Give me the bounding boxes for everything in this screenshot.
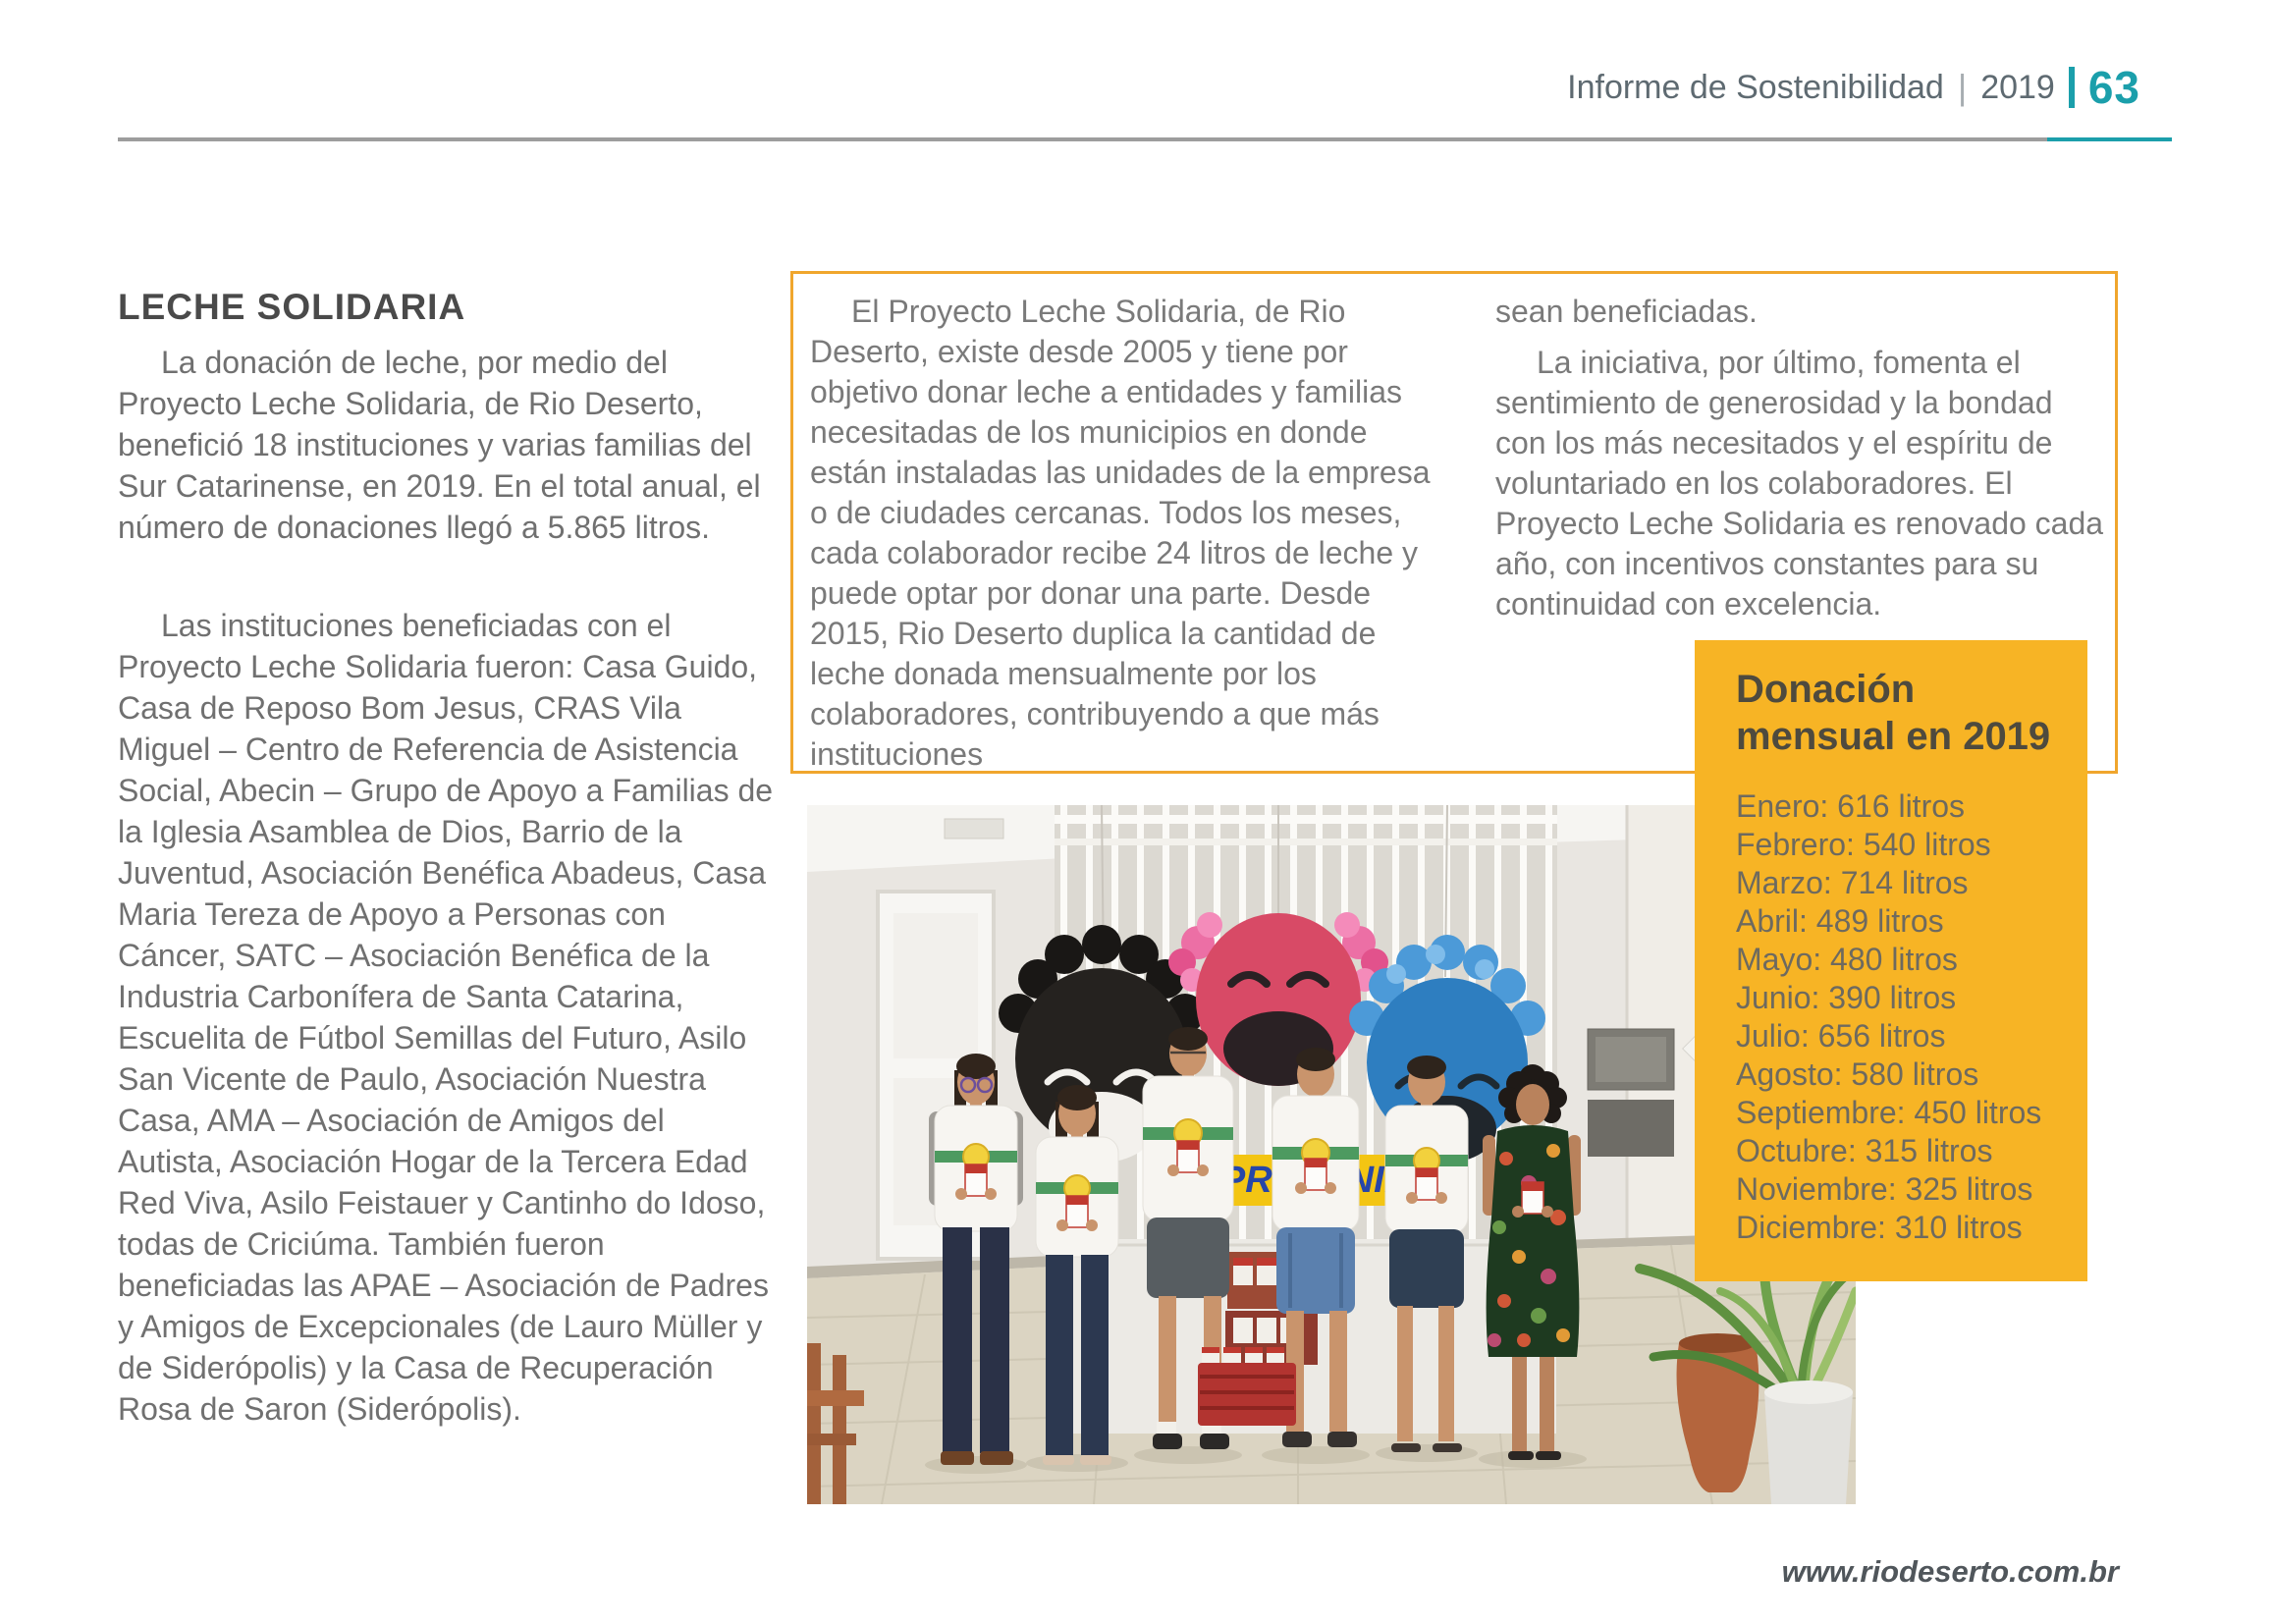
donation-box xyxy=(1695,640,2087,1281)
highlight-column-1: El Proyecto Leche Solidaria, de Rio Deserto, existe desde 2005 y tiene por objetivo donar leche a entidades y familias necesitadas de los municipios en donde están instaladas las unidades de la empresa o de ciudades cercanas. Todos los meses, cada colaborador recibe 24 litros de leche y puede optar por donar una parte. Desde 2015, Rio Deserto duplica la cantidad de leche donada mensualmente por los colaboradores, contribuyendo a que más instituciones xyxy=(810,294,1431,772)
highlight-column-2-paragraph-2: La iniciativa, por último, fomenta el sentimiento de generosidad y la bondad con los más necesitados y el espíritu de voluntariado en los colaboradores. El Proyecto Leche Solidaria es renovado cada año, con incentivos constantes para su continuidad con excelencia. xyxy=(1495,345,2104,622)
report-title: Informe de Sostenibilidad xyxy=(1567,68,1944,106)
report-year: 2019 xyxy=(1980,68,2055,106)
list-item: Julio: 656 litros xyxy=(1736,1018,1946,1054)
milk-crate xyxy=(1198,1347,1296,1426)
section-heading: LECHE SOLIDARIA xyxy=(118,287,466,327)
donation-title-line-2: mensual en 2019 xyxy=(1736,715,2051,758)
page-number: 63 xyxy=(2087,62,2140,113)
donation-box-title xyxy=(1736,666,2068,760)
list-item: Diciembre: 310 litros xyxy=(1736,1210,2023,1245)
list-item: Junio: 390 litros xyxy=(1736,980,1957,1015)
list-item: Mayo: 480 litros xyxy=(1736,942,1958,977)
article-paragraph-1: La donación de leche, por medio del Proyecto Leche Solidaria, de Rio Deserto, benefició 18 instituciones y varias familias del Sur Catarinense, en 2019. En el total anual, el número de donaciones llegó a 5.865 litros. xyxy=(118,345,761,545)
header-rule-accent xyxy=(2047,137,2172,141)
highlight-column-2 xyxy=(1495,292,2106,624)
website-link[interactable]: www.riodeserto.com.br xyxy=(1781,1554,2119,1589)
list-item: Febrero: 540 litros xyxy=(1736,827,1991,862)
header-separator: | xyxy=(1957,67,1968,107)
list-item: Abril: 489 litros xyxy=(1736,903,1944,939)
list-item: Septiembre: 450 litros xyxy=(1736,1095,2042,1130)
article-paragraph-2: Las instituciones beneficiadas con el Proyecto Leche Solidaria fueron: Casa Guido, Casa de Reposo Bom Jesus, CRAS Vila Miguel – Centro de Referencia de Asistencia Social, Abecin – Grupo de Apoyo a Familias de la Iglesia Asamblea de Dios, Barrio de la Juventud, Asociación Benéfica Abadeus, Casa Maria Tereza de Apoyo a Personas con Cáncer, SATC – Asociación Benéfica de la Industria Carbonífera de Santa Catarina, Escuelita de Fútbol Semillas del Futuro, Asilo San Vicente de Paulo, Asociación Nuestra Casa, AMA – Asociación de Amigos del Autista, Asociación Hogar de la Tercera Edad Red Viva, Asilo Feistauer y Cantinho do Idoso, todas de Criciúma. También fueron beneficiadas las APAE – Asociación de Padres y Amigos de Excepcionales (de Lauro Müller y de Siderópolis) y la Casa de Recuperación Rosa de Saron (Siderópolis). xyxy=(118,608,774,1427)
list-item: Enero: 616 litros xyxy=(1736,788,1966,824)
ceiling-vent xyxy=(945,819,1003,839)
highlight-column-2-paragraph-1: sean beneficiadas. xyxy=(1495,294,1758,329)
header-rule xyxy=(118,137,2047,141)
list-item: Marzo: 714 litros xyxy=(1736,865,1969,900)
list-item: Noviembre: 325 litros xyxy=(1736,1171,2033,1207)
page-number-bar xyxy=(2069,67,2075,108)
list-item: Octubre: 315 litros xyxy=(1736,1133,1993,1168)
list-item: Agosto: 580 litros xyxy=(1736,1056,1979,1092)
donation-month-list xyxy=(1736,787,2068,1247)
page-header xyxy=(1567,61,2140,114)
donation-title-line-1: Donación xyxy=(1736,668,1916,711)
